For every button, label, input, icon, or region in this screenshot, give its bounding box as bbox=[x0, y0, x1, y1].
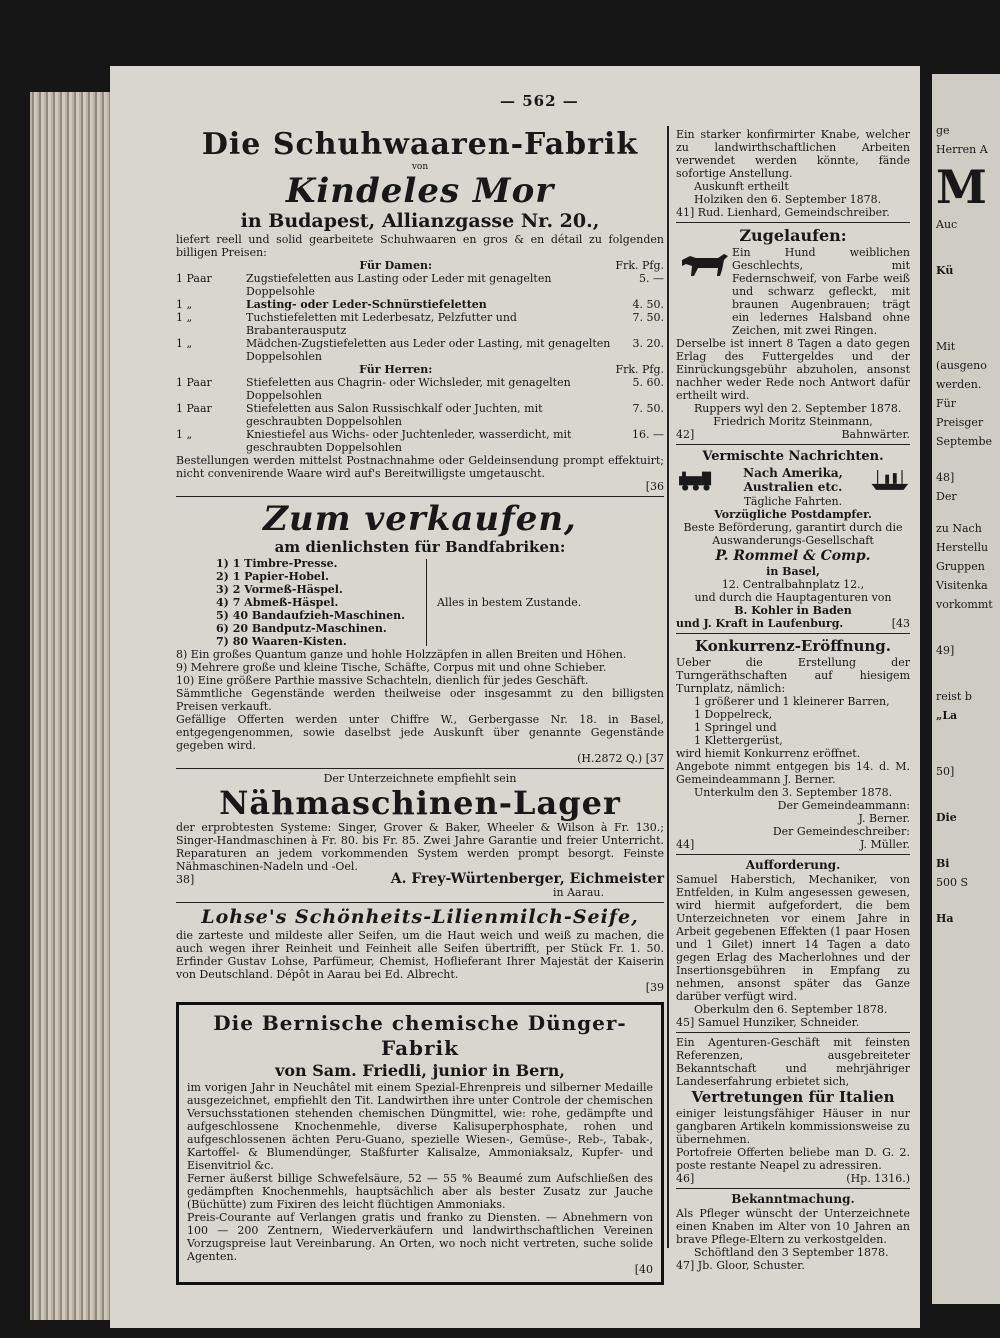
shoe-damen-list bbox=[176, 272, 664, 363]
duenger-text1: im vorigen Jahr in Neuchâtel mit einem Spezial-Ehrenpreis und silberner Medaille ausgezeichnet, empfiehlt den Tit. Landwirthen ihre unter Controle der chemischen Versuchsstationen stehenden chemischen Düngmittel, wie: rohe, gedämpfte und aufgeschlossene Knochenmehle, diverse Kalisuperphosphate, rohen und aufgeschlossenen ächten Peru-Guano, spezielle Wiesen-, Gemüse-, Reb-, Tabak-, Kartoffel- & Blumendünger, Staßfurter Kalisalze, Ammoniaksalz, Kupfer- und Eisenvitriol &c. bbox=[187, 1081, 653, 1172]
sale-text2: Gefällige Offerten werden unter Chiffre W., Gerbergasse Nr. 18. in Basel, entgegengenommen, sowie daselbst jede Auskunft über genannte Gegenstände gegeben wird. bbox=[176, 713, 664, 752]
adjacent-page-fragment: 48] bbox=[936, 471, 955, 484]
duenger-text3: Preis-Courante auf Verlangen gratis und franko zu Diensten. — Abnehmern von 100 — 200 Zentnern, Wiederverkäufern und landwirthschaftlichen Vereinen Vorzugspreise laut Vereinbarung. An Orten, wo noch nicht vertreten, suche solide Agenten. bbox=[187, 1211, 653, 1263]
knabe-signature: 41] Rud. Lienhard, Gemeindschreiber. bbox=[676, 206, 890, 219]
ad-for-sale bbox=[176, 500, 664, 765]
italien-text2: einiger leistungsfähiger Häuser in nur gangbaren Artikeln kommissionsweise zu übernehmen. bbox=[676, 1107, 910, 1146]
adjacent-page-fragment: Auc bbox=[936, 218, 958, 231]
adjacent-page-fragment: Ha bbox=[936, 912, 954, 925]
adjacent-page bbox=[932, 74, 1000, 1304]
konk-role1: Der Gemeindeammann: bbox=[777, 799, 910, 812]
list-item: 7) 80 Waaren-Kisten. bbox=[216, 635, 347, 648]
ad-fertilizer bbox=[176, 1002, 664, 1285]
ad-number: 44] bbox=[676, 838, 695, 851]
adjacent-page-fragment: Kü bbox=[936, 264, 954, 277]
ad-sewing-machines bbox=[176, 772, 664, 899]
amerika-agent2: und J. Kraft in Laufenburg. bbox=[676, 617, 844, 630]
adjacent-page-fragment: werden. bbox=[936, 378, 982, 391]
shoe-firm: Kindeles Mor bbox=[285, 171, 555, 211]
amerika-agents: und durch die Hauptagenturen von bbox=[694, 591, 892, 604]
bek-date: Schöftland den 3 September 1878. bbox=[694, 1246, 889, 1259]
sale-item8: 8) Ein großes Quantum ganze und hohle Holzzäpfen in allen Breiten und Höhen. bbox=[176, 648, 627, 661]
ad-dog-found: Zugelaufen: Ein Hund weiblichen Geschlechts, mit Federnschweif, von Farbe weiß und schwarz gefleckt, mit braunen Augenbrauen; trägt ein ledernes Halsband ohne Zeichen, mit zwei Ringen. Derselbe ist innert 8 Tagen a dato gegen Erlag des Futtergeldes und der Einrückungsgebühr abzuholen, ansonst nachher weder Rede noch Antwort dafür ertheilt wird. Ruppers wyl den 2. September 1878. Friedrich Moritz Steinmann, 42] Bahnwärter. bbox=[676, 226, 910, 441]
adjacent-page-fragment: zu Nach bbox=[936, 522, 982, 535]
adjacent-page-fragment: Preisger bbox=[936, 416, 984, 429]
list-item: 5) 40 Bandaufzieh-Maschinen. bbox=[216, 609, 405, 622]
ad-competition: Konkurrenz-Eröffnung. Ueber die Erstellung der Turngeräthschaften auf hiesigem Turnplatz, nämlich: 1 größerer und 1 kleinerer Barren, 1 Doppelreck, 1 Springel und 1 Klettergerüst, wird hiemit Konkurrenz eröffnet. Angebote nimmt entgegen bis 14. d. M. Gemeindeammann J. Berner. Unterkulm den 3. September 1878. Der Gemeindeammann: J. Berner. Der Gemeindeschreiber: 44] J. Müller. bbox=[676, 637, 910, 851]
ad-shoe-factory: Die Schuhwaaren-Fabrik von Kindeles Mor in Budapest, Allianzgasse Nr. 20., liefert reell und solid gearbeitete Schuhwaaren en gros & en détail zu folgenden billigen Preisen: Für Damen: Frk. Pfg. 1 Paar Zugstiefeletten aus Lasting oder Leder mit genagelten Doppelsohle 5. — 1 „ Lasting- oder Leder-Schnürstiefeletten 4. 50. 1 „ Tuchstiefeletten mit Lederbesatz, Pelzfutter und Brabanterausputz 7. 50. 1 „ Mädchen-Zugstiefeletten aus Leder oder Lasting, mit genagelten Doppelsohlen 3. 20. Für Herren: Frk. Pfg. 1 Paar Stiefeletten aus Chagrin- oder Wichsleder, mit genagelten Doppelsohlen 5. 60. 1 Paar Stiefeletten aus Salon Russischkalf oder Juchten, mit geschraubten Doppelsohlen 7. 50. 1 „ Kniestiefel aus Wichs- oder Juchtenleder, wasserdicht, mit geschraubten Doppelsohlen 16. — Bestellungen werden mittelst Postnachnahme oder Geldeinsendung prompt effektuirt; nicht convenirende Waare wird auf's Bereitwilligste umgetauscht. [36 bbox=[176, 127, 664, 493]
ad-number: 38] bbox=[176, 873, 195, 886]
shoe-von: von bbox=[411, 162, 429, 172]
adjacent-page-fragment: 50] bbox=[936, 765, 955, 778]
konk-text3: Angebote nimmt entgegen bis 14. d. M. Gemeindeammann J. Berner. bbox=[676, 760, 910, 786]
sale-item9: 9) Mehrere große und kleine Tische, Schäfte, Corpus mit und ohne Schieber. bbox=[176, 661, 607, 674]
ad-america bbox=[676, 448, 910, 630]
list-item: 3) 2 Vormeß-Häspel. bbox=[216, 583, 343, 596]
auff-heading: Aufforderung. bbox=[745, 858, 841, 872]
list-item: 4) 7 Abmeß-Häspel. bbox=[216, 596, 339, 609]
duenger-heading: Die Bernische chemische Dünger-Fabrik bbox=[213, 1011, 627, 1060]
naeh-heading: Nähmaschinen-Lager bbox=[219, 784, 621, 822]
ad-number: [39 bbox=[645, 981, 664, 994]
shoe-address: in Budapest, Allianzgasse Nr. 20., bbox=[240, 210, 600, 232]
amerika-title: Nach Amerika, Australien etc. bbox=[743, 466, 843, 494]
column-divider bbox=[667, 126, 669, 1248]
adjacent-page-fragment: (ausgeno bbox=[936, 359, 987, 372]
adjacent-page-fragment: Septembe bbox=[936, 435, 992, 448]
adjacent-page-fragment: Herren A bbox=[936, 143, 988, 156]
shoe-intro: liefert reell und solid gearbeitete Schuhwaaren en gros & en détail zu folgenden billigen Preisen: bbox=[176, 233, 664, 259]
duenger-sub: von Sam. Friedli, junior in Bern, bbox=[275, 1061, 565, 1080]
ad-soap bbox=[176, 906, 664, 994]
ad-number: 42] bbox=[676, 428, 695, 441]
shoe-herren-list bbox=[176, 376, 664, 454]
sale-text1: Sämmtliche Gegenstände werden theilweise oder insgesammt zu den billigsten Preisen verkauft. bbox=[176, 687, 664, 713]
adjacent-page-fragment: Herstellu bbox=[936, 541, 989, 554]
price-row: 1 „ Tuchstiefeletten mit Lederbesatz, Pelzfutter und Brabanterausputz 7. 50. bbox=[176, 311, 664, 337]
hund-date: Ruppers wyl den 2. September 1878. bbox=[694, 402, 902, 415]
duenger-text2: Ferner äußerst billige Schwefelsäure, 52 — 55 % Beaumé zum Aufschließen des gedämpften Knochenmehls, hauptsächlich aber als bester Zusatz zur Jauche (Büchütte) zum Fixiren des leicht flüchtigen Ammoniaks. bbox=[187, 1172, 653, 1211]
newspaper-page bbox=[110, 66, 920, 1328]
list-item: 1 Doppelreck, bbox=[694, 708, 773, 721]
knabe-date: Holziken den 6. September 1878. bbox=[694, 193, 882, 206]
italien-text: Ein Agenturen-Geschäft mit feinsten Referenzen, ausgebreiteter Bekanntschaft und mehrjähriger Landeserfahrung erbietet sich, bbox=[676, 1036, 910, 1088]
adjacent-page-fragment: Visitenka bbox=[936, 579, 988, 592]
steamship-icon bbox=[870, 465, 910, 495]
sale-items bbox=[176, 557, 416, 648]
adjacent-page-fragment: 49] bbox=[936, 644, 955, 657]
price-header: Frk. Pfg. bbox=[615, 259, 664, 272]
konk-date: Unterkulm den 3. September 1878. bbox=[694, 786, 893, 799]
naeh-intro: Der Unterzeichnete empfiehlt sein bbox=[323, 772, 517, 785]
price-row: 1 „ Kniestiefel aus Wichs- oder Juchtenleder, wasserdicht, mit geschraubten Doppelsohlen 16. — bbox=[176, 428, 664, 454]
page-number: — 562 — bbox=[500, 92, 579, 110]
ad-italy: Ein Agenturen-Geschäft mit feinsten Referenzen, ausgebreiteter Bekanntschaft und mehrjähriger Landeserfahrung erbietet sich, Vertretungen für Italien einiger leistungsfähiger Häuser in nur gangbaren Artikeln kommissionsweise zu übernehmen. Portofreie Offerten beliebe man D. G. 2. poste restante Neapel zu adressiren. 46] (Hp. 1316.) bbox=[676, 1036, 910, 1185]
list-item: 1 Klettergerüst, bbox=[694, 734, 783, 747]
italien-heading: Vertretungen für Italien bbox=[691, 1088, 895, 1106]
konk-heading: Konkurrenz-Eröffnung. bbox=[695, 637, 891, 655]
hund-text: Ein Hund weiblichen Geschlechts, mit Federnschweif, von Farbe weiß und schwarz gefleckt, mit braunen Augenbrauen; trägt ein ledernes Halsband ohne Zeichen, mit zwei Ringen. bbox=[732, 246, 910, 337]
sale-item10: 10) Eine größere Parthie massive Schachteln, dienlich für jedes Geschäft. bbox=[176, 674, 589, 687]
train-icon bbox=[676, 465, 716, 495]
naeh-signature: A. Frey-Würtenberger, Eichmeister bbox=[390, 871, 664, 887]
amerika-text: Beste Beförderung, garantirt durch die Auswanderungs-Gesellschaft bbox=[683, 521, 903, 547]
hund-heading: Zugelaufen: bbox=[739, 226, 847, 245]
konk-name1: J. Berner. bbox=[858, 812, 910, 825]
list-item: 1) 1 Timbre-Presse. bbox=[216, 557, 338, 570]
shoe-herren-title: Für Herren: bbox=[359, 363, 433, 376]
list-item: 2) 1 Papier-Hobel. bbox=[216, 570, 329, 583]
knabe-text: Ein starker konfirmirter Knabe, welcher zu landwirthschaftlichen Arbeiten verwendet werden könnte, fände sofortige Anstellung. bbox=[676, 128, 910, 180]
konk-text2: wird hiemit Konkurrenz eröffnet. bbox=[676, 747, 861, 760]
adjacent-page-fragment: Bi bbox=[936, 857, 950, 870]
sale-state: Alles in bestem Zustande. bbox=[437, 596, 582, 609]
price-row: 1 „ Mädchen-Zugstiefeletten aus Leder oder Lasting, mit genagelten Doppelsohlen 3. 20. bbox=[176, 337, 664, 363]
adjacent-page-fragment: Die bbox=[936, 811, 957, 824]
auff-text: Samuel Haberstich, Mechaniker, von Entfelden, in Kulm angesessen gewesen, wird hiermit aufgefordert, die bem Unterzeichneten vor einem Jahre in Arbeit gegebenen Effekten (1 paar Hosen und 1 Gilet) innert 14 Tagen a dato gegen Erlag des Macherlohnes und der Insertionsgebühren in Empfang zu nehmen, ansonst später das Ganze darüber verfügt wird. bbox=[676, 873, 910, 1003]
adjacent-page-fragment: Mit bbox=[936, 340, 956, 353]
adjacent-page-fragment: Für bbox=[936, 397, 956, 410]
bek-heading: Bekanntmachung. bbox=[731, 1192, 855, 1206]
italien-text3: Portofreie Offerten beliebe man D. G. 2. poste restante Neapel zu adressiren. bbox=[676, 1146, 910, 1172]
book-page-edges bbox=[30, 92, 120, 1320]
shoe-damen-title: Für Damen: bbox=[359, 259, 433, 272]
price-row: 1 „ Lasting- oder Leder-Schnürstiefeletten 4. 50. bbox=[176, 298, 664, 311]
auff-signature: 45] Samuel Hunziker, Schneider. bbox=[676, 1016, 860, 1029]
dog-icon bbox=[676, 246, 732, 280]
konk-role2: Der Gemeindeschreiber: bbox=[772, 825, 910, 838]
right-column bbox=[676, 128, 910, 1272]
hund-text2: Derselbe ist innert 8 Tagen a dato gegen Erlag des Futtergeldes und der Einrückungsgebühr abzuholen, ansonst nachher weder Rede noch Antwort dafür ertheilt wird. bbox=[676, 337, 910, 402]
adjacent-page-fragment: reist b bbox=[936, 690, 972, 703]
ad-number: 46] bbox=[676, 1172, 695, 1185]
price-row: 1 Paar Zugstiefeletten aus Lasting oder Leder mit genagelten Doppelsohle 5. — bbox=[176, 272, 664, 298]
ad-number: [36 bbox=[645, 480, 664, 493]
hund-signature: Friedrich Moritz Steinmann, bbox=[713, 415, 873, 428]
seife-text: die zarteste und mildeste aller Seifen, um die Haut weich und weiß zu machen, die auch wegen ihrer Reinheit und Feinheit alle Seifen übertrifft, per Stück Fr. 1. 50. Erfinder Gustav Lohse, Parfümeur, Chemist, Hoflieferant Ihrer Majestät der Kaiserin von Deutschland. Dépôt in Aarau bei Ed. Albrecht. bbox=[176, 929, 664, 981]
amerika-place: in Basel, bbox=[766, 565, 820, 578]
amerika-sub2: Vorzügliche Postdampfer. bbox=[714, 508, 872, 521]
shoe-footer: Bestellungen werden mittelst Postnachnahme oder Geldeinsendung prompt effektuirt; nicht convenirende Waare wird auf's Bereitwilligste umgetauscht. bbox=[176, 454, 664, 480]
adjacent-page-fragment: M bbox=[936, 160, 987, 214]
amerika-firm: P. Rommel & Comp. bbox=[715, 548, 871, 564]
sale-sub: am dienlichsten für Bandfabriken: bbox=[274, 538, 566, 556]
list-item: 6) 20 Bandputz-Maschinen. bbox=[216, 622, 387, 635]
konk-text: Ueber die Erstellung der Turngeräthschaften auf hiesigem Turnplatz, nämlich: bbox=[676, 656, 910, 695]
list-item: 1 größerer und 1 kleinerer Barren, bbox=[694, 695, 890, 708]
bek-signature: 47] Jb. Gloor, Schuster. bbox=[676, 1259, 805, 1272]
amerika-heading: Vermischte Nachrichten. bbox=[702, 449, 884, 464]
amerika-addr: 12. Centralbahnplatz 12., bbox=[721, 578, 865, 591]
ad-number: (H.2872 Q.) [37 bbox=[577, 752, 664, 765]
ad-boy-wanted bbox=[676, 128, 910, 219]
price-row: 1 Paar Stiefeletten aus Salon Russischkalf oder Juchten, mit geschraubten Doppelsohlen 7. 50. bbox=[176, 402, 664, 428]
ad-number: [43 bbox=[891, 617, 910, 630]
sale-heading: Zum verkaufen, bbox=[263, 499, 577, 539]
adjacent-page-fragment: ge bbox=[936, 124, 950, 137]
ad-summons bbox=[676, 858, 910, 1029]
left-column bbox=[176, 128, 664, 1285]
shoe-heading: Die Schuhwaaren-Fabrik bbox=[201, 127, 639, 162]
ad-announcement bbox=[676, 1192, 910, 1272]
adjacent-page-fragment: vorkommt bbox=[936, 598, 993, 611]
amerika-agent1: B. Kohler in Baden bbox=[734, 604, 852, 617]
amerika-sub: Tägliche Fahrten. bbox=[743, 495, 843, 508]
adjacent-page-fragment: „La bbox=[936, 709, 958, 722]
seife-heading: Lohse's Schönheits-Lilienmilch-Seife, bbox=[201, 906, 639, 928]
bek-text: Als Pfleger wünscht der Unterzeichnete einen Knaben im Alter von 10 Jahren an brave Pflege-Eltern zu verkostgelden. bbox=[676, 1207, 910, 1246]
ad-number: [40 bbox=[634, 1263, 653, 1276]
knabe-info: Auskunft ertheilt bbox=[694, 180, 789, 193]
auff-date: Oberkulm den 6. September 1878. bbox=[694, 1003, 888, 1016]
price-row: 1 Paar Stiefeletten aus Chagrin- oder Wichsleder, mit genagelten Doppelsohlen 5. 60. bbox=[176, 376, 664, 402]
adjacent-page-fragment: Der bbox=[936, 490, 957, 503]
naeh-place: in Aarau. bbox=[553, 886, 604, 899]
adjacent-page-fragment: Gruppen bbox=[936, 560, 985, 573]
list-item: 1 Springel und bbox=[694, 721, 777, 734]
adjacent-page-fragment: 500 S bbox=[936, 876, 969, 889]
naeh-text: der erprobtesten Systeme: Singer, Grover & Baker, Wheeler & Wilson à Fr. 130.; Singer-Handmaschinen à Fr. 80. bis Fr. 85. Zwei Jahre Garantie und freier Unterricht. Reparaturen an jedem vorkommenden System werden prompt besorgt. Feinste Nähmaschinen-Nadeln und -Oel. bbox=[176, 821, 664, 873]
